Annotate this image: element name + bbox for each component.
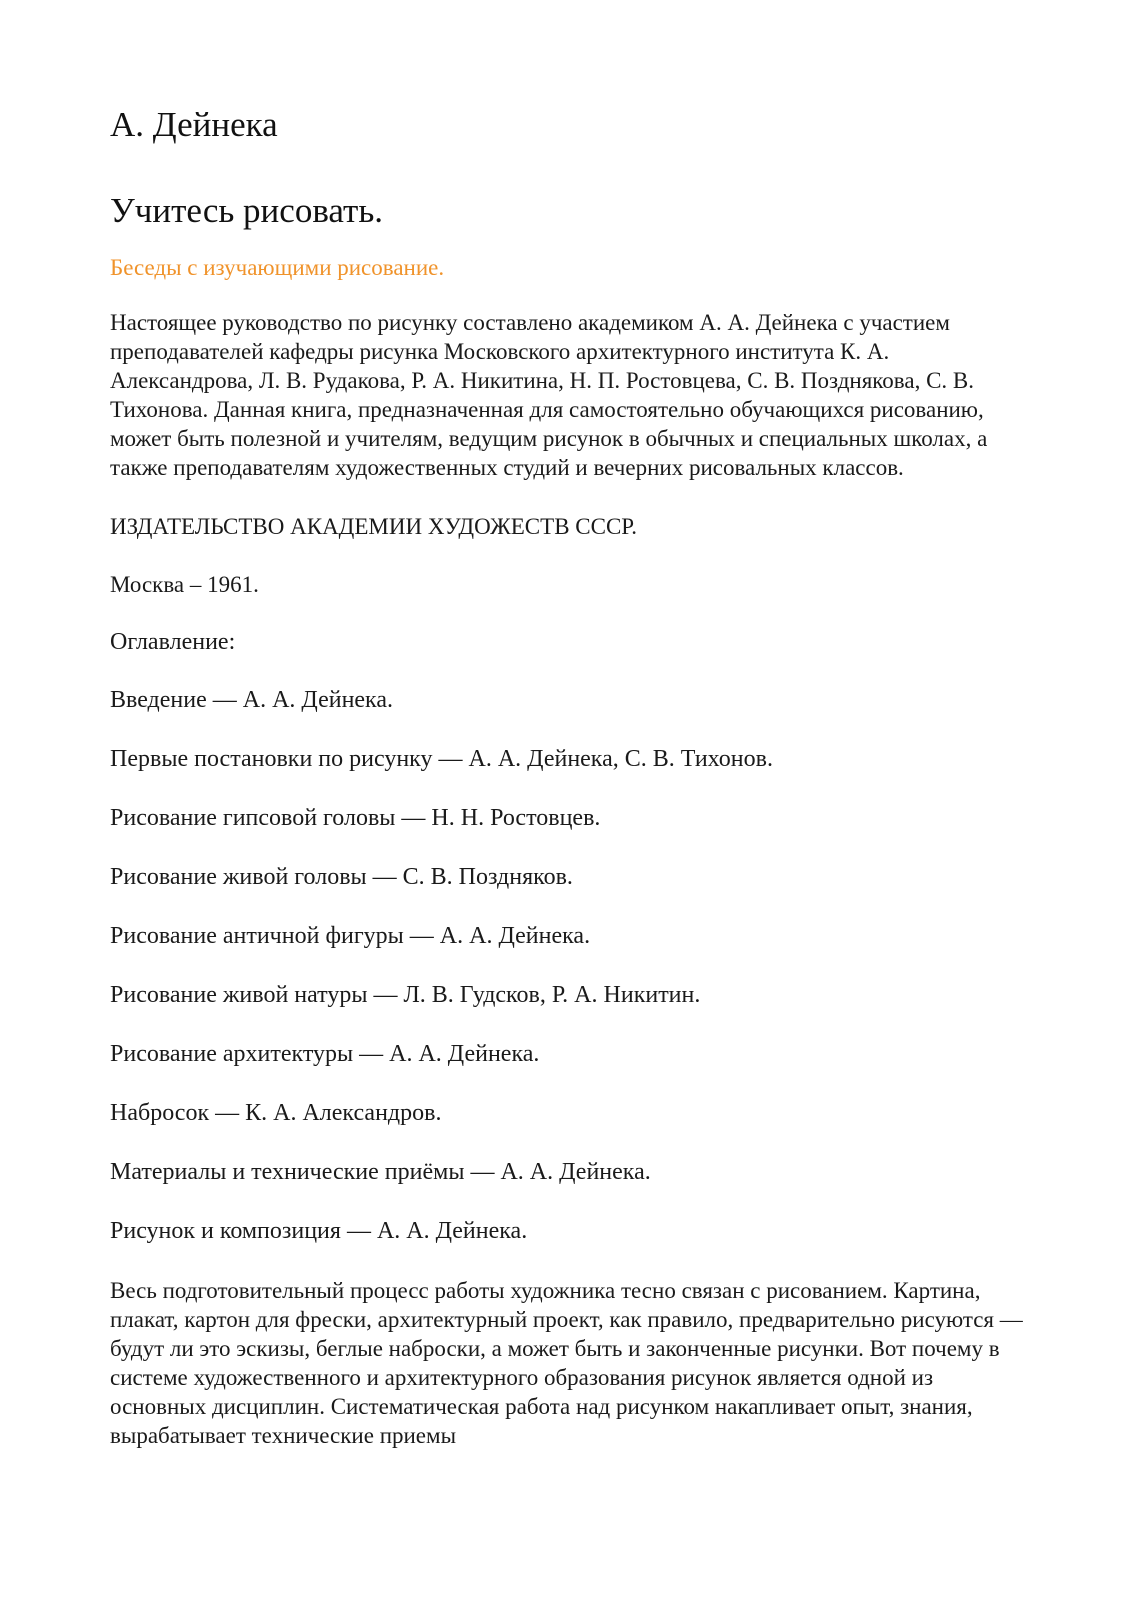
toc-item: Рисование архитектуры — А. А. Дейнека. <box>110 1040 540 1067</box>
toc-item: Первые постановки по рисунку — А. А. Дейнека, С. В. Тихонов. <box>110 745 773 772</box>
document-page <box>110 104 1030 1450</box>
toc-item: Набросок — К. А. Александров. <box>110 1099 442 1126</box>
toc-heading: Оглавление: <box>110 628 236 655</box>
toc-item: Рисунок и композиция — А. А. Дейнека. <box>110 1217 528 1244</box>
place-year-line: Москва – 1961. <box>110 571 259 597</box>
table-of-contents <box>110 686 1030 1246</box>
publisher-line: ИЗДАТЕЛЬСТВО АКАДЕМИИ ХУДОЖЕСТВ СССР. <box>110 513 637 539</box>
toc-item: Введение — А. А. Дейнека. <box>110 686 394 713</box>
intro-paragraph: Настоящее руководство по рисунку составлено академиком А. А. Дейнека с участием преподавателей кафедры рисунка Московского архитектурного института К. А. Александрова, Л. В. Рудакова, Р. А. Никитина, Н. П. Ростовцева, С. В. Позднякова, С. В. Тихонова. Данная книга, предназначенная для самостоятельно обучающихся рисованию, может быть полезной и учителям, ведущим рисунок в обычных и специальных школах, а также преподавателям художественных студий и вечерних рисовальных классов. <box>110 309 988 480</box>
closing-paragraph: Весь подготовительный процесс работы художника тесно связан с рисованием. Картина, плакат, картон для фрески, архитектурный проект, как правило, предварительно рисуются — будут ли это эскизы, беглые наброски, а может быть и законченные рисунки. Вот почему в системе художественного и архитектурного образования рисунок является одной из основных дисциплин. Систематическая работа над рисунком накапливает опыт, знания, вырабатывает технические приемы <box>110 1277 1023 1448</box>
toc-item: Рисование живой натуры — Л. В. Гудсков, Р. А. Никитин. <box>110 981 701 1008</box>
book-title: Учитесь рисовать. <box>110 191 384 230</box>
author-name: А. Дейнека <box>110 105 278 144</box>
toc-item: Рисование гипсовой головы — Н. Н. Ростовцев. <box>110 804 601 831</box>
toc-item: Материалы и технические приёмы — А. А. Дейнека. <box>110 1158 651 1185</box>
book-subtitle: Беседы с изучающими рисование. <box>110 255 445 280</box>
toc-item: Рисование античной фигуры — А. А. Дейнека. <box>110 922 591 949</box>
toc-item: Рисование живой головы — С. В. Поздняков. <box>110 863 573 890</box>
